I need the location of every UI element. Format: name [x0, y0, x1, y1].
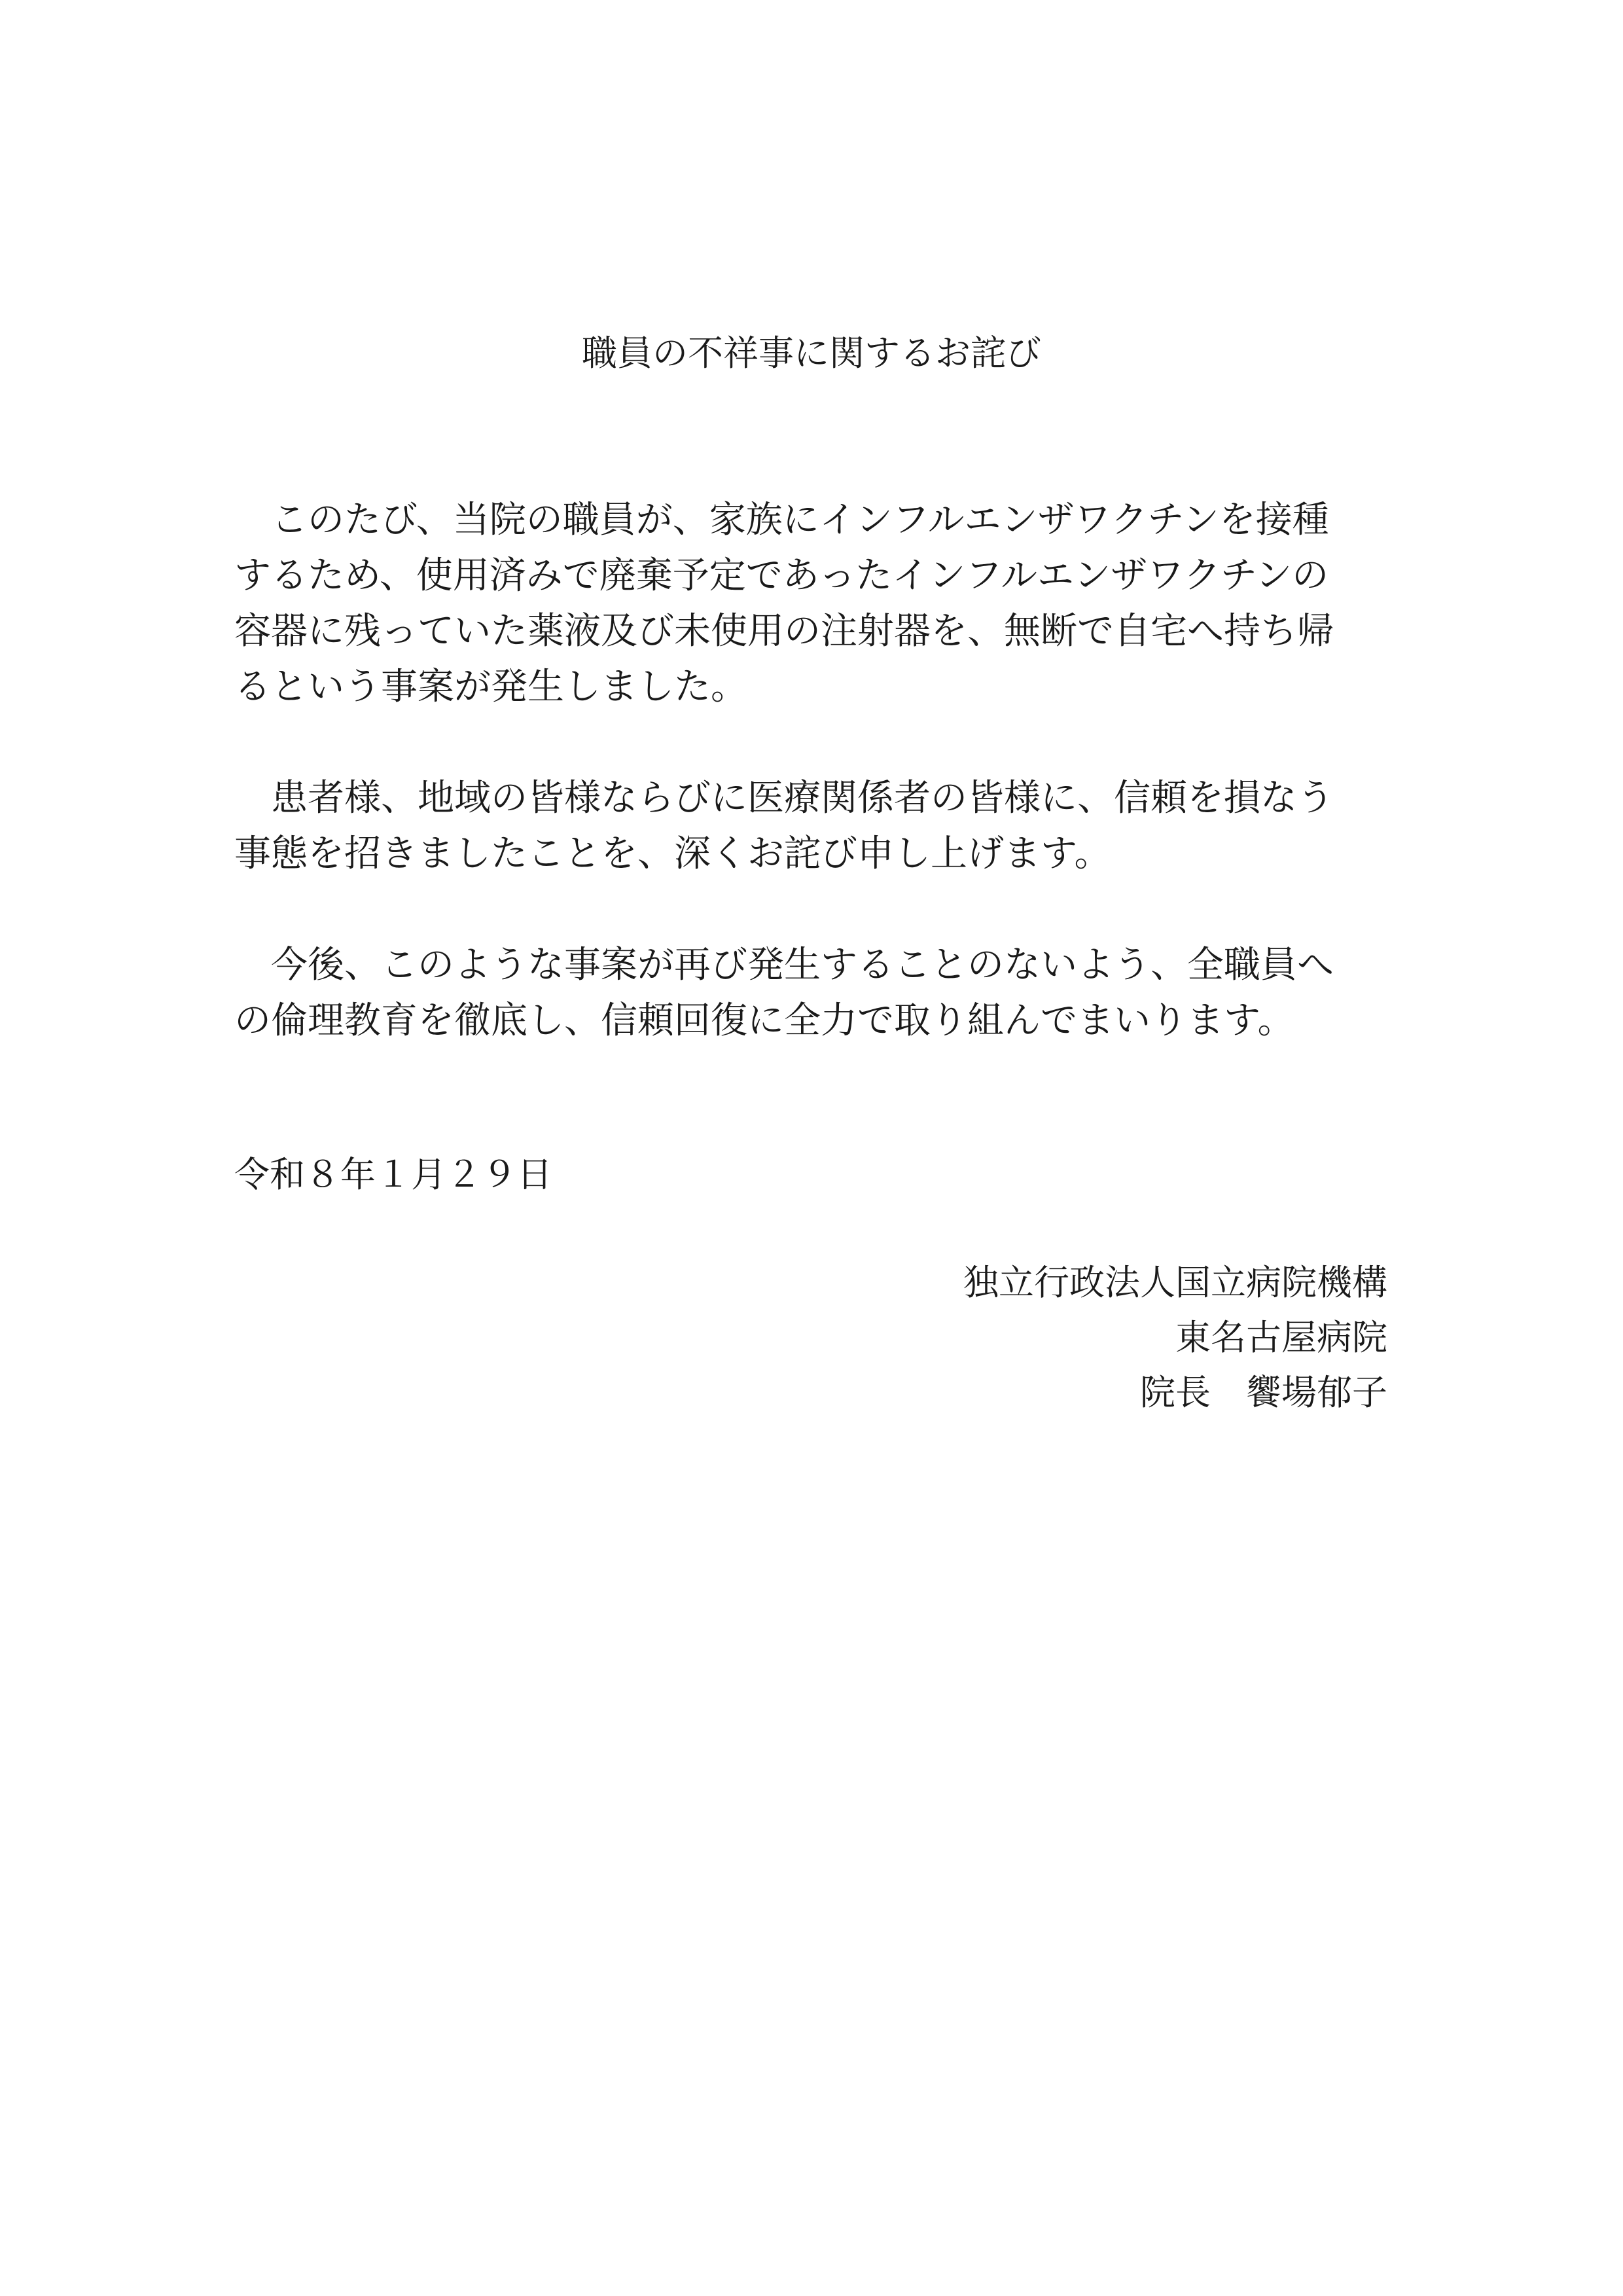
document-date: 令和８年１月２９日 — [234, 1154, 552, 1195]
signature-hospital: 東名古屋病院 — [1175, 1317, 1387, 1358]
document-title: 職員の不祥事に関するお詫び — [582, 332, 1041, 374]
paragraph-incident — [234, 492, 1386, 715]
signature-director: 院長 饗場郁子 — [1140, 1372, 1387, 1413]
paragraph-line: 今後、このような事案が再び発生することのないよう、全職員へ — [234, 944, 1334, 986]
paragraph-line: 患者様、地域の皆様ならびに医療関係者の皆様に、信頼を損なう — [234, 777, 1334, 819]
paragraph-line: 容器に残っていた薬液及び未使用の注射器を、無断で自宅へ持ち帰 — [234, 610, 1334, 653]
paragraph-line: の倫理教育を徹底し、信頼回復に全力で取り組んでまいります。 — [234, 999, 1294, 1042]
signature-block — [963, 1255, 1387, 1420]
paragraph-prevention — [234, 937, 1386, 1049]
paragraph-line: このたび、当院の職員が、家族にインフルエンザワクチンを接種 — [234, 499, 1329, 541]
paragraph-line: るという事案が発生しました。 — [234, 666, 747, 708]
paragraph-apology — [234, 770, 1386, 882]
signature-organization: 独立行政法人国立病院機構 — [963, 1262, 1387, 1303]
paragraph-line: 事態を招きましたことを、深くお詫び申し上げます。 — [234, 833, 1111, 875]
paragraph-line: するため、使用済みで廃棄予定であったインフルエンザワクチンの — [234, 554, 1329, 597]
